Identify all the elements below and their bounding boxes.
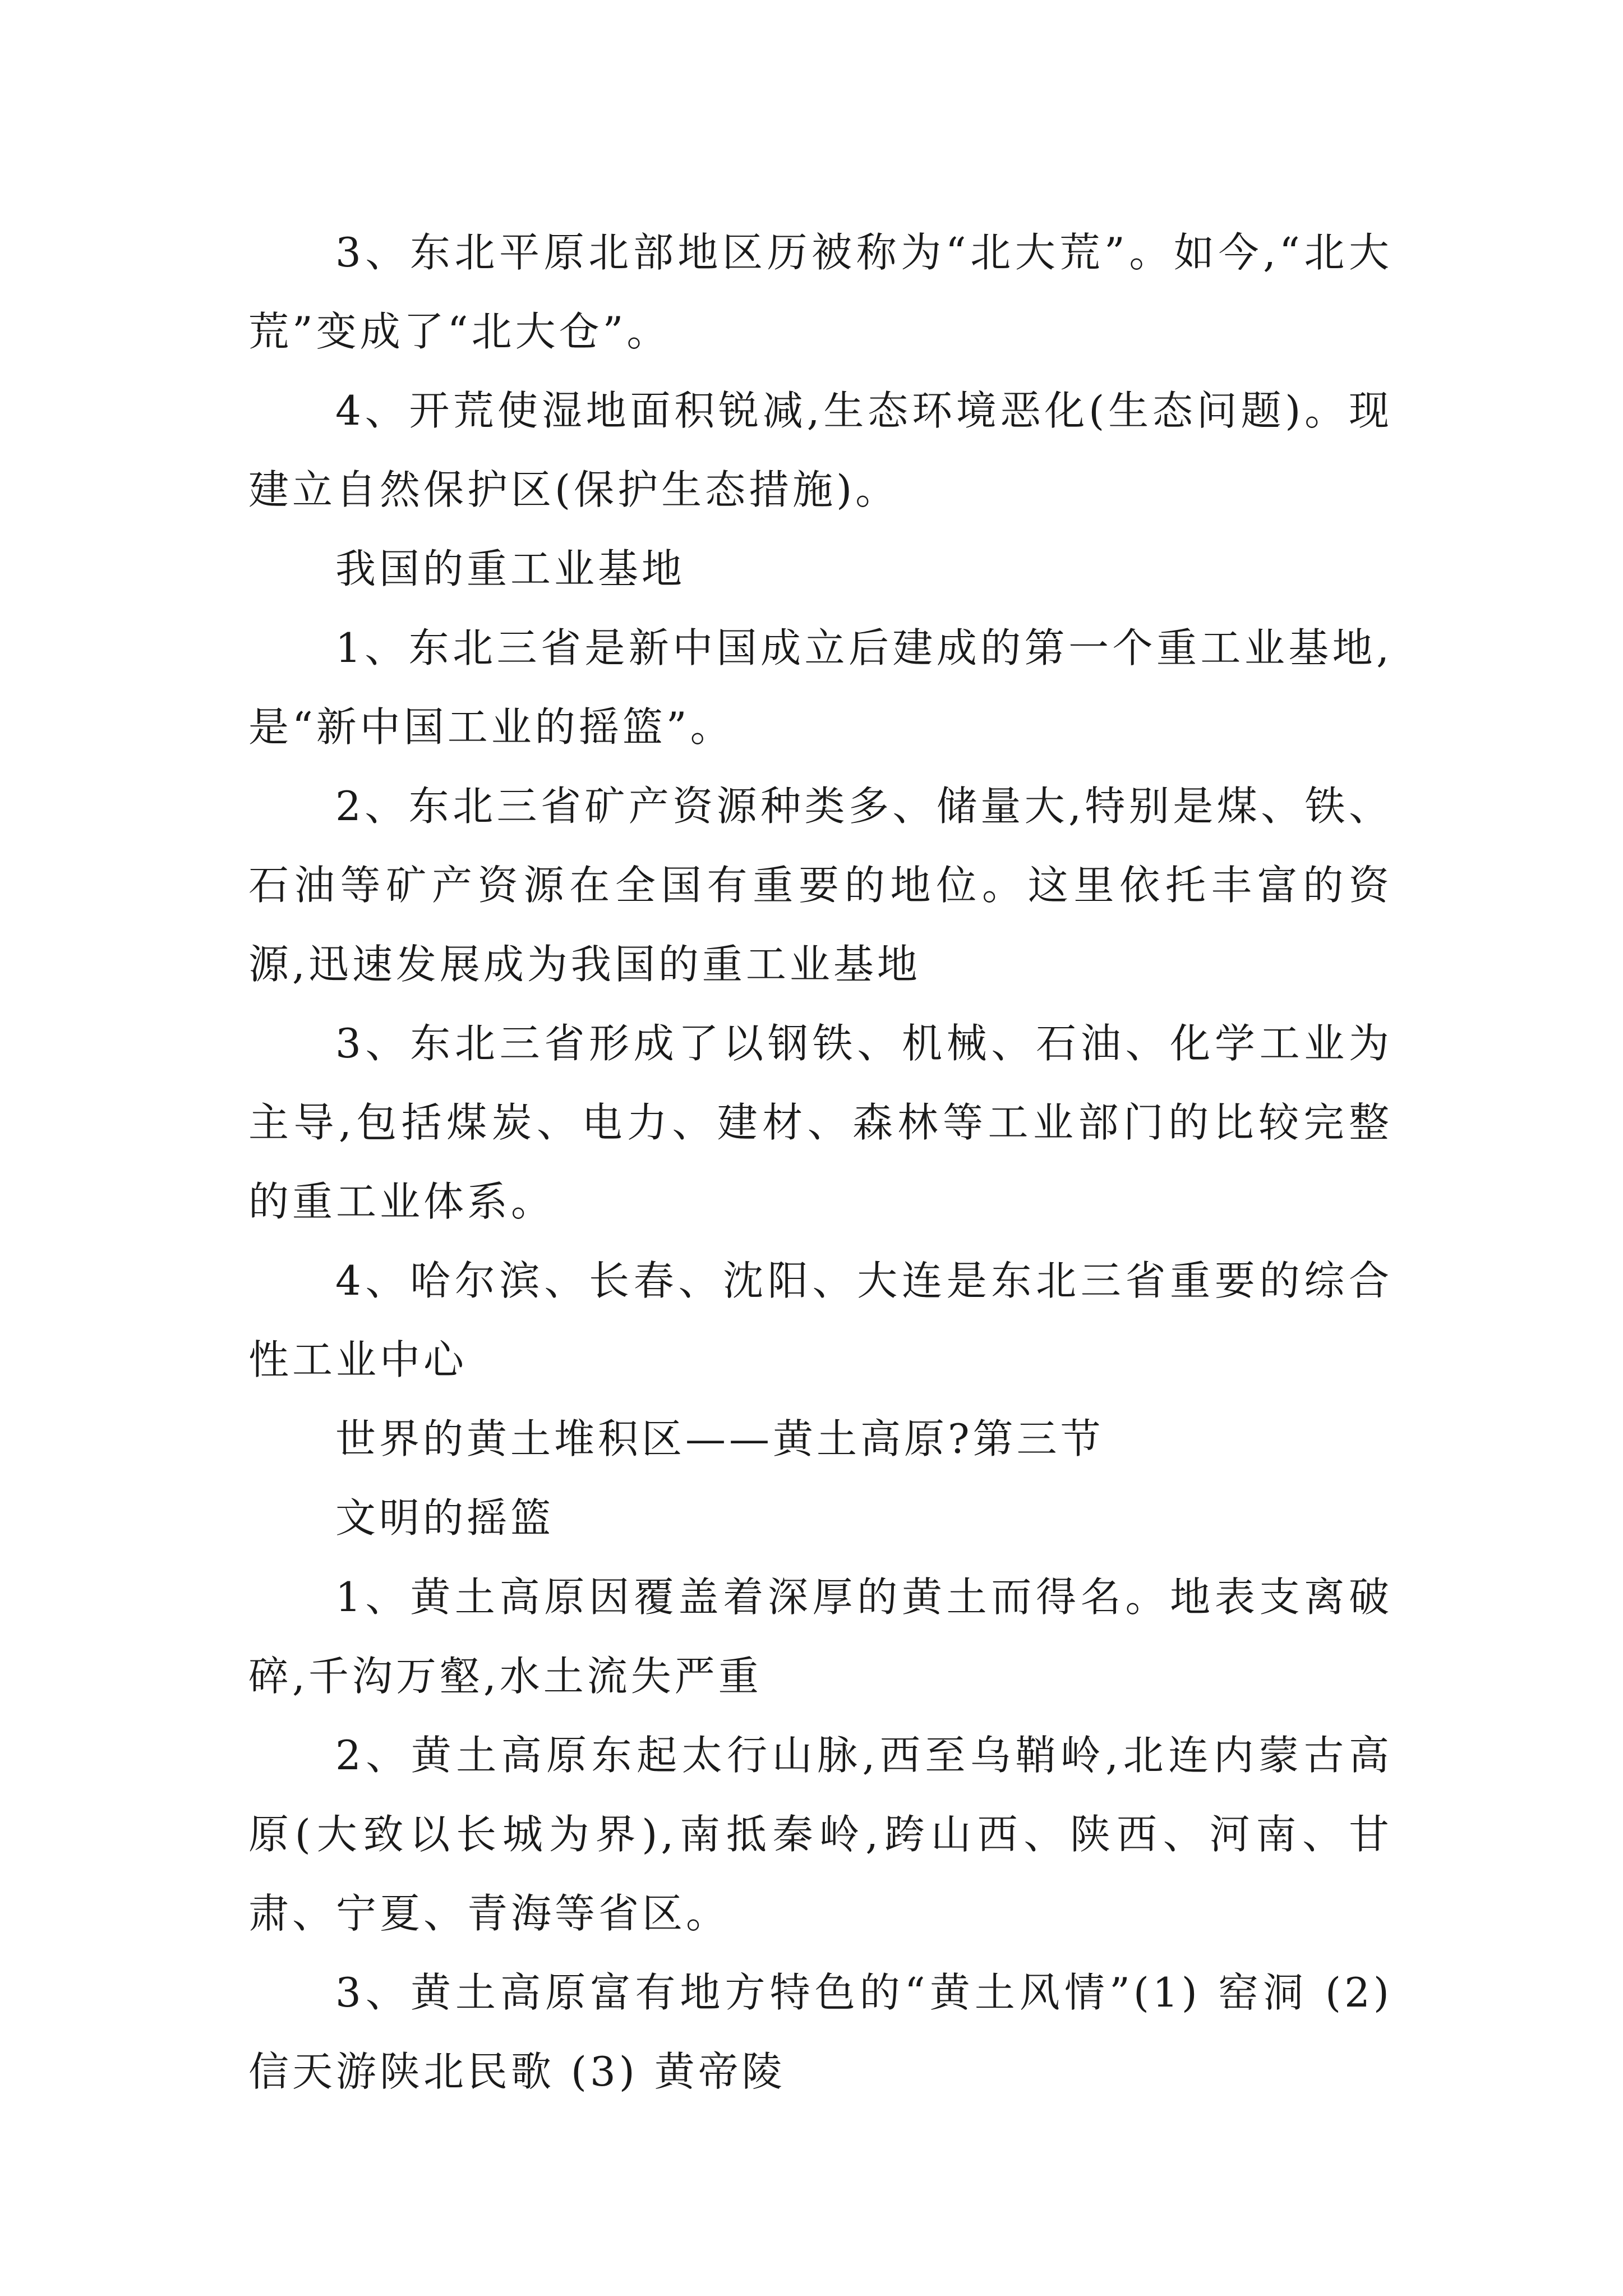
- section-heading-heavy-industry: 我国的重工业基地: [335, 545, 686, 592]
- paragraph-loess-2: 2、黄土高原东起太行山脉,西至乌鞘岭,北连内蒙古高原(大致以长城为界),南抵秦岭,跨山西、陕西、河南、甘肃、宁夏、青海等省区。: [248, 1732, 1393, 1937]
- paragraph-loess-3: 3、黄土高原富有地方特色的“黄土风情”(1) 窑洞 (2) 信天游陕北民歌 (3) 黄帝陵: [248, 1969, 1393, 2095]
- paragraph-industry-2: 2、东北三省矿产资源种类多、储量大,特别是煤、铁、石油等矿产资源在全国有重要的地位。这里依托丰富的资源,迅速发展成为我国的重工业基地: [248, 783, 1393, 988]
- paragraph-loess-1: 1、黄土高原因覆盖着深厚的黄土而得名。地表支离破碎,千沟万壑,水土流失严重: [248, 1573, 1393, 1700]
- document-body: [248, 213, 1393, 2111]
- section-heading-cradle: 文明的摇篮: [335, 1494, 555, 1542]
- section-heading-loess-plateau: 世界的黄土堆积区——黄土高原?第三节: [335, 1415, 1104, 1462]
- paragraph-industry-3: 3、东北三省形成了以钢铁、机械、石油、化学工业为主导,包括煤炭、电力、建材、森林等工业部门的比较完整的重工业体系。: [248, 1020, 1393, 1225]
- paragraph-industry-1: 1、东北三省是新中国成立后建成的第一个重工业基地,是“新中国工业的摇篮”。: [248, 624, 1393, 751]
- paragraph-wetland: 4、开荒使湿地面积锐减,生态环境恶化(生态问题)。现建立自然保护区(保护生态措施)。: [248, 387, 1393, 513]
- paragraph-industry-4: 4、哈尔滨、长春、沈阳、大连是东北三省重要的综合性工业中心: [248, 1257, 1393, 1383]
- paragraph-northeast-plain: 3、东北平原北部地区历被称为“北大荒”。如今,“北大荒”变成了“北大仓”。: [248, 229, 1393, 355]
